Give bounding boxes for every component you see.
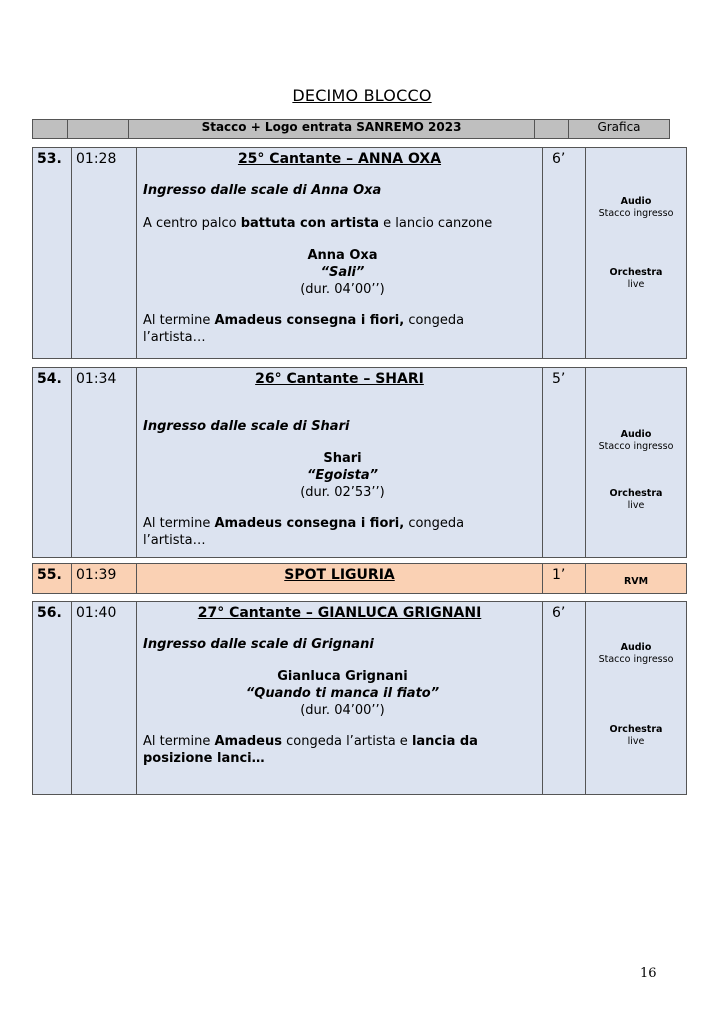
row-duration: 1’ — [543, 564, 586, 594]
row-54-table — [32, 367, 687, 558]
audio-value: Stacco ingresso — [598, 208, 674, 219]
row-content — [137, 602, 543, 795]
row-55-table — [32, 563, 687, 594]
audio-label: Audio — [620, 642, 652, 653]
audio-label: Audio — [620, 429, 652, 440]
entry-text: Ingresso dalle scale di Grignani — [143, 637, 374, 652]
row-heading: 25° Cantante – ANNA OXA — [237, 151, 442, 167]
row-heading: 26° Cantante – SHARI — [255, 371, 424, 387]
row-number: 53. — [33, 148, 72, 359]
header-grafica: Grafica — [569, 120, 670, 139]
artist-name: Shari — [323, 451, 362, 466]
row-heading: SPOT LIGURIA — [284, 567, 395, 583]
row-side — [586, 602, 687, 795]
row-time: 01:28 — [72, 148, 137, 359]
row-side — [586, 368, 687, 558]
audio-value: Stacco ingresso — [598, 441, 674, 452]
artist-name: Anna Oxa — [307, 248, 378, 263]
audio-value: Stacco ingresso — [598, 654, 674, 665]
closing-text-line2: l’artista… — [143, 533, 206, 548]
closing-text: Al termine Amadeus consegna i fiori, congeda — [143, 313, 465, 328]
audio-label: Audio — [620, 196, 652, 207]
orchestra-value: live — [627, 279, 645, 290]
row-duration: 6’ — [543, 148, 586, 359]
table-row — [33, 148, 687, 359]
row-side — [586, 564, 687, 594]
orchestra-label: Orchestra — [609, 488, 663, 499]
entry-text: Ingresso dalle scale di Shari — [143, 419, 350, 434]
song-duration: (dur. 04’00’’) — [300, 282, 385, 297]
orchestra-value: live — [627, 736, 645, 747]
orchestra-label: Orchestra — [609, 267, 663, 278]
row-53-table — [32, 147, 687, 359]
song-title: “Quando ti manca il fiato” — [245, 686, 440, 701]
table-row — [33, 564, 687, 594]
orchestra-value: live — [627, 500, 645, 511]
entry-text: Ingresso dalle scale di Anna Oxa — [143, 183, 382, 198]
row-duration: 6’ — [543, 602, 586, 795]
table-row — [33, 602, 687, 795]
song-duration: (dur. 02’53’’) — [300, 485, 385, 500]
row-content — [137, 564, 543, 594]
rvm-label: RVM — [623, 576, 649, 587]
row-content — [137, 148, 543, 359]
header-table — [32, 119, 670, 139]
row-time: 01:40 — [72, 602, 137, 795]
row-side — [586, 148, 687, 359]
row-heading: 27° Cantante – GIANLUCA GRIGNANI — [197, 605, 482, 621]
action-text: A centro palco battuta con artista e lancio canzone — [143, 216, 493, 231]
song-title: “Sali” — [320, 265, 365, 280]
row-content — [137, 368, 543, 558]
song-title: “Egoista” — [306, 468, 379, 483]
header-row — [33, 120, 670, 139]
row-number: 56. — [33, 602, 72, 795]
closing-text: Al termine Amadeus congeda l’artista e lancia da — [143, 734, 478, 749]
row-duration: 5’ — [543, 368, 586, 558]
row-time: 01:34 — [72, 368, 137, 558]
row-56-table — [32, 601, 687, 795]
header-main: Stacco + Logo entrata SANREMO 2023 — [129, 120, 535, 139]
page-title: DECIMO BLOCCO — [292, 86, 432, 105]
closing-text: Al termine Amadeus consegna i fiori, congeda — [143, 516, 465, 531]
row-time: 01:39 — [72, 564, 137, 594]
orchestra-label: Orchestra — [609, 724, 663, 735]
table-row — [33, 368, 687, 558]
artist-name: Gianluca Grignani — [277, 669, 408, 684]
closing-text-line2: posizione lanci… — [143, 751, 265, 766]
song-duration: (dur. 04’00’’) — [300, 703, 385, 718]
row-number: 54. — [33, 368, 72, 558]
page-number: 16 — [640, 966, 657, 981]
closing-text-line2: l’artista… — [143, 330, 206, 345]
row-number: 55. — [33, 564, 72, 594]
